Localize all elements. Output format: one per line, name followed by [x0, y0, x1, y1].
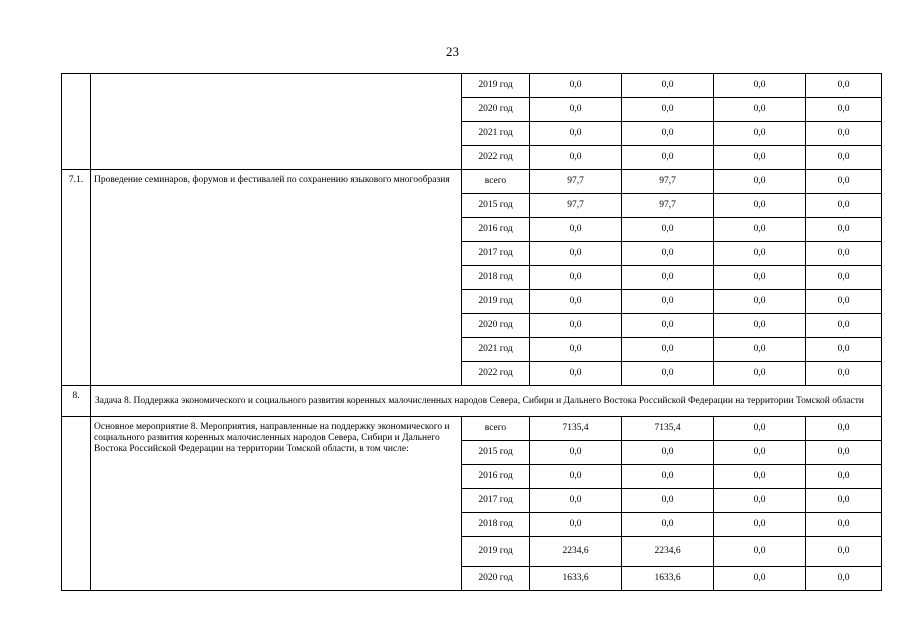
amount-cell: 0,0 [622, 98, 714, 122]
amount-cell: 0,0 [806, 170, 882, 194]
table-row [62, 74, 882, 98]
amount-cell: 0,0 [530, 74, 622, 98]
amount-cell: 0,0 [622, 362, 714, 386]
period-cell: 2022 год [462, 362, 530, 386]
amount-cell: 0,0 [806, 74, 882, 98]
amount-cell: 0,0 [806, 290, 882, 314]
task-title: Задача 8. Поддержка экономического и социального развития коренных малочисленных народов Севера, Сибири и Дальнего Востока Российской Федерации на территории Томской области [91, 386, 882, 417]
amount-cell: 0,0 [714, 74, 806, 98]
period-cell: всего [462, 417, 530, 441]
amount-cell: 0,0 [622, 290, 714, 314]
amount-cell: 0,0 [530, 489, 622, 513]
amount-cell: 0,0 [530, 513, 622, 537]
amount-cell: 0,0 [806, 242, 882, 266]
period-cell: 2020 год [462, 98, 530, 122]
table-row [62, 417, 882, 441]
amount-cell: 0,0 [806, 441, 882, 465]
period-cell: 2017 год [462, 489, 530, 513]
item-number [62, 74, 91, 170]
amount-cell: 0,0 [530, 146, 622, 170]
amount-cell: 0,0 [806, 146, 882, 170]
amount-cell: 0,0 [622, 489, 714, 513]
amount-cell: 0,0 [714, 170, 806, 194]
task-row [62, 386, 882, 417]
amount-cell: 0,0 [806, 567, 882, 591]
period-cell: 2020 год [462, 567, 530, 591]
item-description: Проведение семинаров, форумов и фестивалей по сохранению языкового многообразия [91, 170, 462, 386]
period-cell: 2018 год [462, 266, 530, 290]
amount-cell: 0,0 [622, 338, 714, 362]
amount-cell: 0,0 [622, 146, 714, 170]
amount-cell: 0,0 [806, 266, 882, 290]
amount-cell: 97,7 [622, 194, 714, 218]
amount-cell: 7135,4 [530, 417, 622, 441]
item-description: Основное мероприятие 8. Мероприятия, направленные на поддержку экономического и социального развития коренных малочисленных народов Севера, Сибири и Дальнего Востока Российской Федерации на территории Томской области, в том числе: [91, 417, 462, 591]
page-number: 23 [446, 44, 459, 59]
amount-cell: 0,0 [530, 465, 622, 489]
amount-cell: 97,7 [530, 194, 622, 218]
period-cell: 2019 год [462, 74, 530, 98]
amount-cell: 0,0 [622, 218, 714, 242]
table-row [62, 170, 882, 194]
amount-cell: 0,0 [806, 194, 882, 218]
amount-cell: 0,0 [530, 314, 622, 338]
amount-cell: 0,0 [714, 314, 806, 338]
period-cell: 2021 год [462, 122, 530, 146]
amount-cell: 0,0 [530, 362, 622, 386]
amount-cell: 0,0 [530, 441, 622, 465]
amount-cell: 0,0 [530, 338, 622, 362]
amount-cell: 0,0 [714, 338, 806, 362]
amount-cell: 0,0 [806, 314, 882, 338]
amount-cell: 0,0 [622, 465, 714, 489]
item-description [91, 74, 462, 170]
amount-cell: 2234,6 [622, 537, 714, 567]
period-cell: 2019 год [462, 537, 530, 567]
amount-cell: 0,0 [530, 122, 622, 146]
amount-cell: 0,0 [622, 122, 714, 146]
period-cell: 2016 год [462, 218, 530, 242]
amount-cell: 1633,6 [622, 567, 714, 591]
period-cell: 2015 год [462, 194, 530, 218]
amount-cell: 0,0 [714, 362, 806, 386]
amount-cell: 0,0 [806, 122, 882, 146]
amount-cell: 0,0 [622, 242, 714, 266]
amount-cell: 0,0 [806, 465, 882, 489]
amount-cell: 0,0 [622, 74, 714, 98]
amount-cell: 0,0 [714, 122, 806, 146]
amount-cell: 0,0 [530, 290, 622, 314]
amount-cell: 0,0 [714, 290, 806, 314]
amount-cell: 0,0 [714, 242, 806, 266]
amount-cell: 0,0 [714, 489, 806, 513]
amount-cell: 0,0 [622, 314, 714, 338]
period-cell: 2017 год [462, 242, 530, 266]
amount-cell: 0,0 [530, 242, 622, 266]
amount-cell: 0,0 [714, 266, 806, 290]
amount-cell: 0,0 [622, 441, 714, 465]
amount-cell: 0,0 [806, 537, 882, 567]
amount-cell: 2234,6 [530, 537, 622, 567]
period-cell: 2022 год [462, 146, 530, 170]
program-financing-table [61, 73, 882, 591]
period-cell: 2021 год [462, 338, 530, 362]
amount-cell: 0,0 [806, 513, 882, 537]
task-number: 8. [62, 386, 91, 417]
period-cell: 2015 год [462, 441, 530, 465]
period-cell: 2018 год [462, 513, 530, 537]
amount-cell: 97,7 [530, 170, 622, 194]
period-cell: 2016 год [462, 465, 530, 489]
amount-cell: 0,0 [530, 98, 622, 122]
amount-cell: 7135,4 [622, 417, 714, 441]
amount-cell: 0,0 [714, 567, 806, 591]
period-cell: 2020 год [462, 314, 530, 338]
item-number: 7.1. [62, 170, 91, 386]
amount-cell: 0,0 [714, 513, 806, 537]
amount-cell: 0,0 [714, 146, 806, 170]
amount-cell: 0,0 [714, 218, 806, 242]
amount-cell: 0,0 [622, 266, 714, 290]
amount-cell: 0,0 [806, 98, 882, 122]
item-number [62, 417, 91, 591]
amount-cell: 0,0 [714, 417, 806, 441]
amount-cell: 0,0 [530, 218, 622, 242]
amount-cell: 0,0 [806, 338, 882, 362]
amount-cell: 0,0 [530, 266, 622, 290]
amount-cell: 0,0 [714, 441, 806, 465]
amount-cell: 0,0 [714, 194, 806, 218]
amount-cell: 0,0 [806, 417, 882, 441]
amount-cell: 0,0 [714, 537, 806, 567]
amount-cell: 1633,6 [530, 567, 622, 591]
period-cell: 2019 год [462, 290, 530, 314]
amount-cell: 0,0 [806, 362, 882, 386]
amount-cell: 0,0 [806, 218, 882, 242]
period-cell: всего [462, 170, 530, 194]
amount-cell: 0,0 [622, 513, 714, 537]
amount-cell: 97,7 [622, 170, 714, 194]
amount-cell: 0,0 [714, 98, 806, 122]
amount-cell: 0,0 [806, 489, 882, 513]
amount-cell: 0,0 [714, 465, 806, 489]
